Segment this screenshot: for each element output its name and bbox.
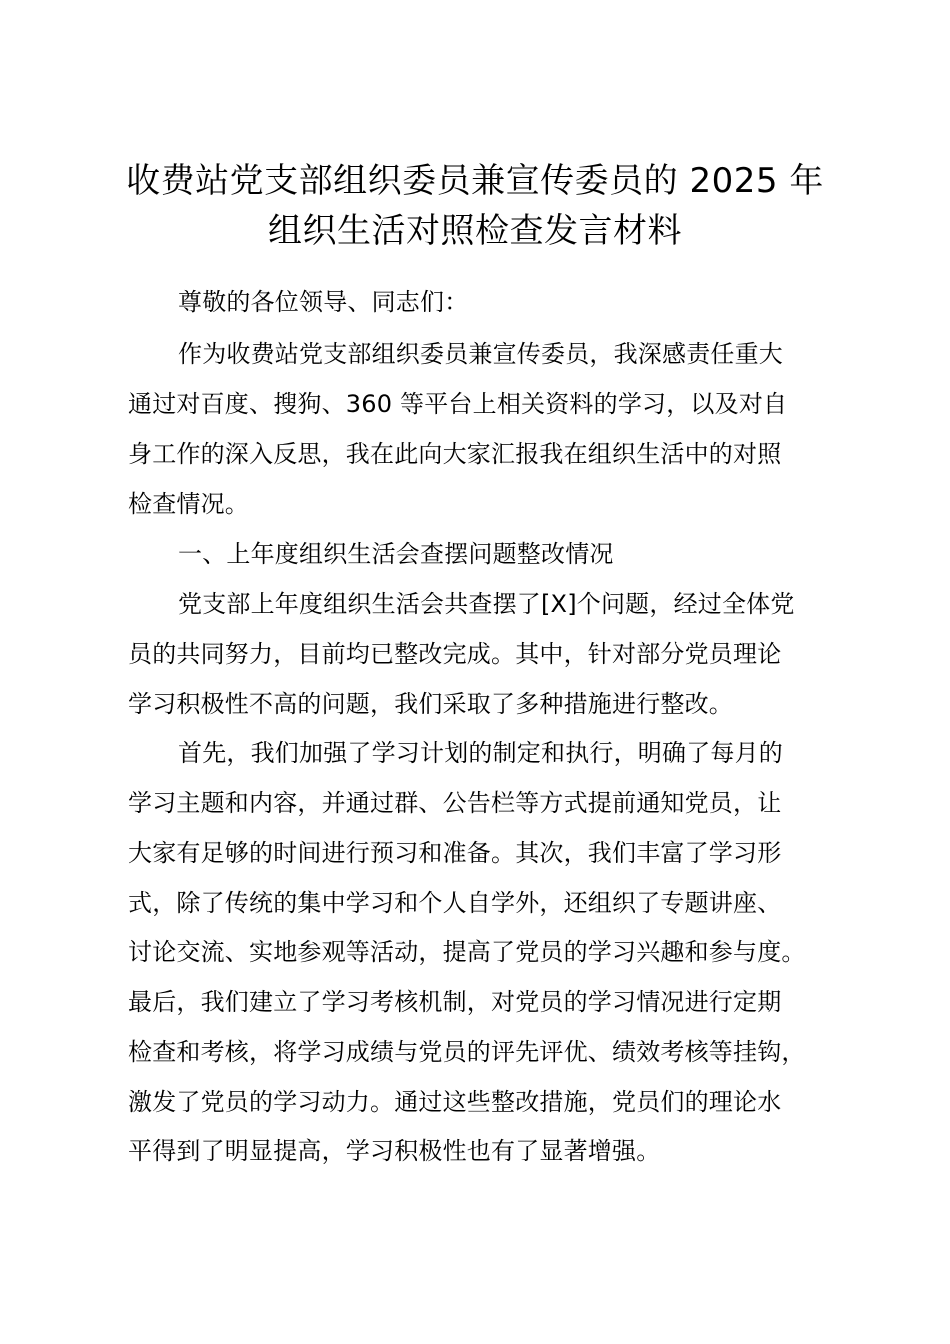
paragraph-line: 平得到了明显提高，学习积极性也有了显著增强。	[128, 1137, 661, 1165]
paragraph-line: 讨论交流、实地参观等活动，提高了党员的学习兴趣和参与度。	[128, 938, 806, 966]
paragraph-line: 首先，我们加强了学习计划的制定和执行，明确了每月的	[178, 739, 783, 767]
salutation: 尊敬的各位领导、同志们：	[178, 288, 469, 316]
paragraph-line: 检查情况。	[128, 490, 249, 518]
paragraph-line: 党支部上年度组织生活会共查摆了[X]个问题，经过全体党	[178, 590, 795, 618]
paragraph-line: 最后，我们建立了学习考核机制，对党员的学习情况进行定期	[128, 988, 782, 1016]
paragraph-line: 检查和考核，将学习成绩与党员的评先评优、绩效考核等挂钩，	[128, 1038, 806, 1066]
paragraph-line: 大家有足够的时间进行预习和准备。其次，我们丰富了学习形	[128, 839, 782, 867]
paragraph-line: 作为收费站党支部组织委员兼宣传委员，我深感责任重大	[178, 340, 783, 368]
paragraph-line: 身工作的深入反思，我在此向大家汇报我在组织生活中的对照	[128, 440, 782, 468]
paragraph-line: 学习主题和内容，并通过群、公告栏等方式提前通知党员，让	[128, 789, 782, 817]
section-heading: 一、上年度组织生活会查摆问题整改情况	[178, 540, 614, 568]
paragraph-line: 学习积极性不高的问题，我们采取了多种措施进行整改。	[128, 690, 733, 718]
paragraph-line: 式，除了传统的集中学习和个人自学外，还组织了专题讲座、	[128, 889, 782, 917]
paragraph-line: 激发了党员的学习动力。通过这些整改措施，党员们的理论水	[128, 1088, 782, 1116]
document-title-line-1: 收费站党支部组织委员兼宣传委员的 2025 年	[126, 161, 824, 201]
paragraph-line: 通过对百度、搜狗、360 等平台上相关资料的学习，以及对自	[128, 390, 788, 418]
paragraph-line: 员的共同努力，目前均已整改完成。其中，针对部分党员理论	[128, 640, 782, 668]
document-title-line-2: 组织生活对照检查发言材料	[268, 211, 682, 251]
